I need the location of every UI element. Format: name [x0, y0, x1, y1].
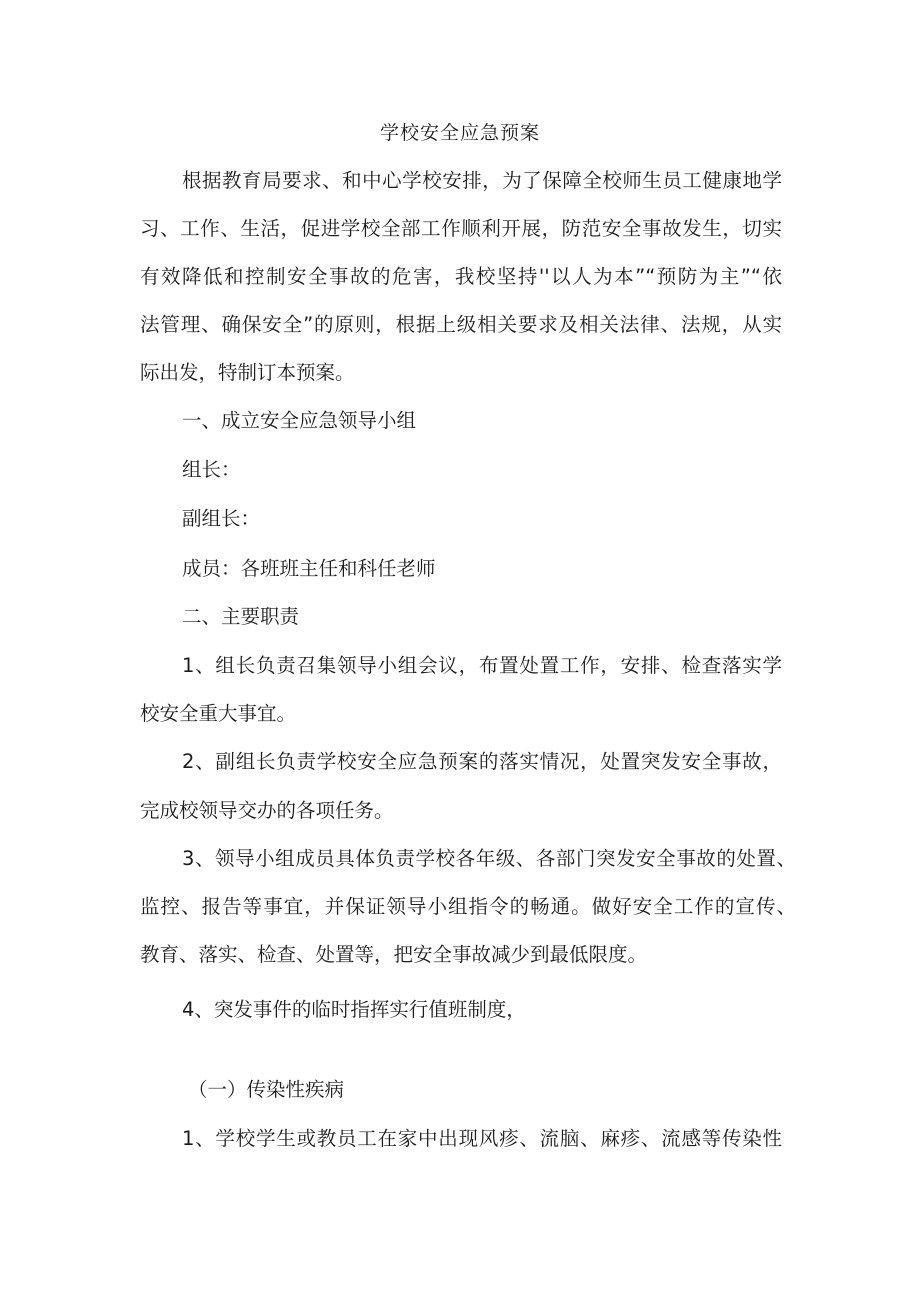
intro-line-3: 有效降低和控制安全事故的危害，我校坚持''以人为本”“预防为主”“依: [140, 265, 782, 288]
subsection1-heading: （一）传染性疾病: [188, 1078, 345, 1101]
duty3-line-2: 监控、报告等事宜，并保证领导小组指令的畅通。做好安全工作的宣传、: [140, 895, 796, 918]
duty1-line-2: 校安全重大事宜。: [140, 702, 297, 725]
duty2-line-1: 2、副组长负责学校安全应急预案的落实情况，处置突发安全事故，: [182, 750, 782, 773]
duty1-line-1: 1、组长负责召集领导小组会议，布置处置工作，安排、检查落实学: [182, 654, 782, 677]
duty3-line-1: 3、领导小组成员具体负责学校各年级、各部门突发安全事故的处置、: [182, 847, 796, 870]
item1-line: 1、学校学生或教员工在家中出现风疹、流脑、麻疹、流感等传染性: [182, 1127, 782, 1150]
duty4-line: 4、突发事件的临时指挥实行值班制度，: [182, 998, 526, 1021]
intro-line-2: 习、工作、生活，促进学校全部工作顺利开展，防范安全事故发生，切实: [140, 217, 782, 240]
deputy-leader-label: 副组长：: [182, 507, 261, 530]
members-line: 成员：各班班主任和科任老师: [182, 557, 436, 580]
duty2-line-2: 完成校领导交办的各项任务。: [140, 799, 394, 822]
intro-line-4: 法管理、确保安全”的原则，根据上级相关要求及相关法律、法规，从实: [140, 313, 782, 336]
duty3-line-3: 教育、落实、检查、处置等，把安全事故减少到最低限度。: [140, 943, 648, 966]
section2-heading: 二、主要职责: [182, 605, 300, 628]
intro-line-5: 际出发，特制订本预案。: [140, 361, 355, 384]
intro-line-1: 根据教育局要求、和中心学校安排，为了保障全校师生员工健康地学: [182, 169, 782, 192]
leader-label: 组长：: [182, 458, 241, 481]
document-title: 学校安全应急预案: [379, 122, 540, 144]
section1-heading: 一、成立安全应急领导小组: [182, 409, 417, 432]
